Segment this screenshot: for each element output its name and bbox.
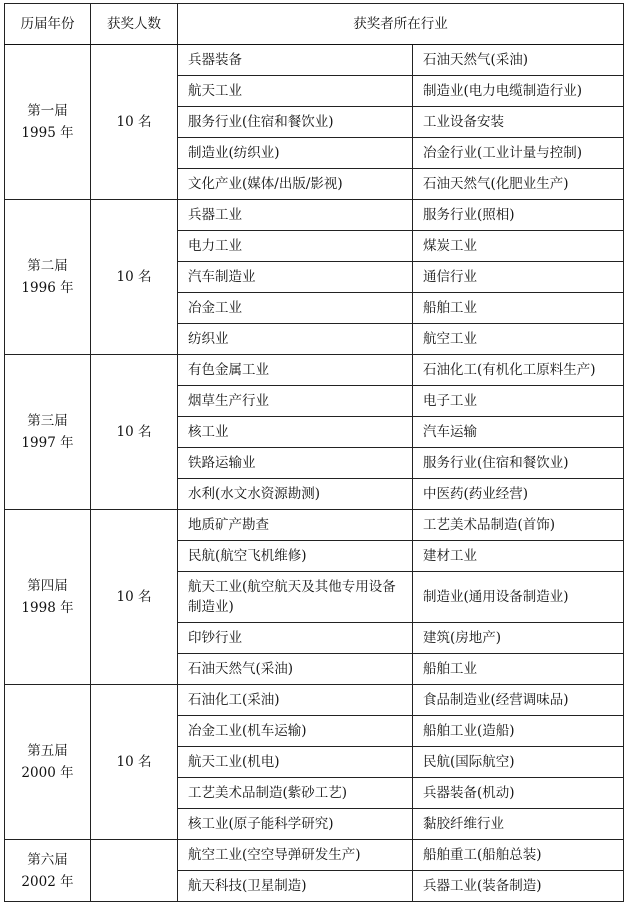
- session-year: 1995 年: [21, 125, 74, 141]
- session-year: 2002 年: [21, 873, 74, 890]
- industry-right: 工艺美术品制造(首饰): [413, 510, 624, 541]
- industry-right: 船舶工业(造船): [413, 716, 624, 747]
- industry-left: 文化产业(媒体/出版/影视): [178, 169, 413, 200]
- industry-left: 航天工业(机电): [178, 747, 413, 778]
- session-name: 第三届: [27, 413, 68, 429]
- industry-right: 电子工业: [413, 386, 624, 417]
- industry-right: 建材工业: [413, 541, 624, 572]
- industry-left: 汽车制造业: [178, 262, 413, 293]
- header-count: 获奖人数: [91, 4, 178, 45]
- industry-right: 航空工业: [413, 324, 624, 355]
- industry-right: 通信行业: [413, 262, 624, 293]
- industry-left: 地质矿产勘查: [178, 510, 413, 541]
- session-name: 第五届: [27, 743, 68, 759]
- session-year-cell: [5, 355, 91, 510]
- industry-left: 印钞行业: [178, 623, 413, 654]
- session-name: 第六届: [27, 851, 68, 868]
- industry-left: 冶金工业(机车运输): [178, 716, 413, 747]
- header-industry: 获奖者所在行业: [178, 4, 624, 45]
- session-name: 第一届: [27, 103, 68, 119]
- industry-right: 民航(国际航空): [413, 747, 624, 778]
- industry-left: 冶金工业: [178, 293, 413, 324]
- industry-left: 航空工业(空空导弹研发生产): [178, 840, 413, 871]
- table-row: [5, 510, 624, 541]
- table-row: [5, 840, 624, 871]
- header-row: [5, 4, 624, 45]
- industry-left: 烟草生产行业: [178, 386, 413, 417]
- awards-table: [4, 3, 624, 902]
- session-name: 第四届: [27, 578, 68, 594]
- industry-right: 服务行业(照相): [413, 200, 624, 231]
- industry-right: 黏胶纤维行业: [413, 809, 624, 840]
- winner-count: [91, 840, 178, 902]
- industry-right: 船舶工业: [413, 654, 624, 685]
- table-row: [5, 685, 624, 716]
- industry-left: 航天科技(卫星制造): [178, 871, 413, 902]
- winner-count: 10 名: [91, 685, 178, 840]
- industry-right: 服务行业(住宿和餐饮业): [413, 448, 624, 479]
- industry-left: 石油天然气(采油): [178, 654, 413, 685]
- industry-right: 煤炭工业: [413, 231, 624, 262]
- header-year: 历届年份: [5, 4, 91, 45]
- industry-left: 民航(航空飞机维修): [178, 541, 413, 572]
- industry-right: 食品制造业(经营调味品): [413, 685, 624, 716]
- industry-right: 石油化工(有机化工原料生产): [413, 355, 624, 386]
- industry-left: 石油化工(采油): [178, 685, 413, 716]
- industry-left: 航天工业(航空航天及其他专用设备制造业): [178, 572, 413, 623]
- winner-count: 10 名: [91, 355, 178, 510]
- industry-left: 电力工业: [178, 231, 413, 262]
- session-year-cell: [5, 45, 91, 200]
- industry-right: 兵器装备(机动): [413, 778, 624, 809]
- industry-left: 工艺美术品制造(紫砂工艺): [178, 778, 413, 809]
- industry-right: 制造业(电力电缆制造行业): [413, 76, 624, 107]
- industry-left: 服务行业(住宿和餐饮业): [178, 107, 413, 138]
- industry-left: 核工业: [178, 417, 413, 448]
- industry-left: 水利(水文水资源勘测): [178, 479, 413, 510]
- industry-right: 船舶工业: [413, 293, 624, 324]
- industry-left: 纺织业: [178, 324, 413, 355]
- industry-right: 冶金行业(工业计量与控制): [413, 138, 624, 169]
- industry-left: 核工业(原子能科学研究): [178, 809, 413, 840]
- session-year-cell: [5, 200, 91, 355]
- industry-left: 有色金属工业: [178, 355, 413, 386]
- industry-left: 制造业(纺织业): [178, 138, 413, 169]
- industry-right: 船舶重工(船舶总装): [413, 840, 624, 871]
- session-year-cell: [5, 840, 91, 902]
- winner-count: 10 名: [91, 200, 178, 355]
- session-year: 1996 年: [21, 280, 74, 296]
- winner-count: 10 名: [91, 510, 178, 685]
- industry-right: 制造业(通用设备制造业): [413, 572, 624, 623]
- session-year: 1997 年: [21, 435, 74, 451]
- industry-right: 石油天然气(化肥业生产): [413, 169, 624, 200]
- table-row: [5, 45, 624, 76]
- industry-right: 石油天然气(采油): [413, 45, 624, 76]
- winner-count: 10 名: [91, 45, 178, 200]
- industry-right: 建筑(房地产): [413, 623, 624, 654]
- industry-right: 中医药(药业经营): [413, 479, 624, 510]
- industry-left: 航天工业: [178, 76, 413, 107]
- industry-left: 兵器工业: [178, 200, 413, 231]
- session-name: 第二届: [27, 258, 68, 274]
- session-year: 1998 年: [21, 600, 74, 616]
- session-year-cell: [5, 685, 91, 840]
- table-row: [5, 200, 624, 231]
- industry-right: 工业设备安装: [413, 107, 624, 138]
- session-year: 2000 年: [21, 765, 74, 781]
- industry-left: 兵器装备: [178, 45, 413, 76]
- industry-right: 汽车运输: [413, 417, 624, 448]
- table-row: [5, 355, 624, 386]
- industry-right: 兵器工业(装备制造): [413, 871, 624, 902]
- session-year-cell: [5, 510, 91, 685]
- industry-left: 铁路运输业: [178, 448, 413, 479]
